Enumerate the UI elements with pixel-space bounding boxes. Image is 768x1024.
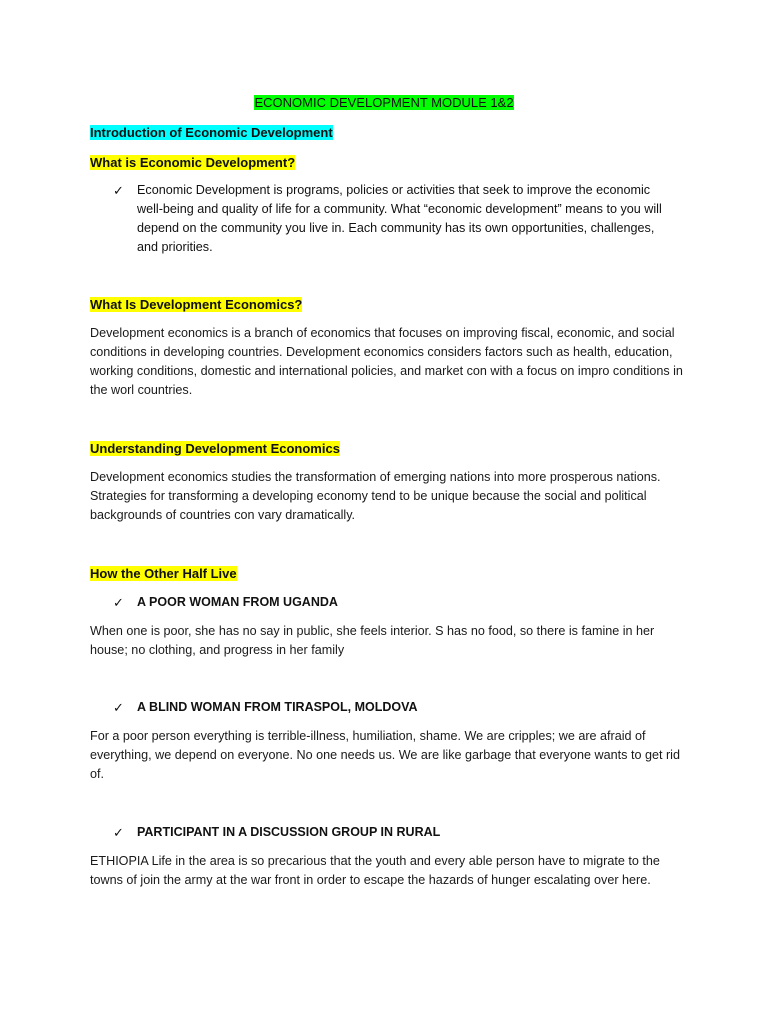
economic-development-heading bbox=[90, 154, 690, 171]
checkmark-icon: ✓ bbox=[113, 825, 124, 840]
economic-development-bullet-text: Economic Development is programs, policies or activities that seek to improve the economic well-being and quality of life for a community. What “economic development” means to you will depend on the community you live in. Each community has its own opportunities, challenges, and priorities. bbox=[137, 183, 662, 254]
moldova-item-label-text: A BLIND WOMAN FROM TIRASPOL, MOLDOVA bbox=[137, 700, 418, 714]
uganda-item-text: When one is poor, she has no say in public, she feels interior. S has no food, so there is famine in her house; no clothing, and progress in her family bbox=[90, 624, 655, 657]
economic-development-bullet bbox=[113, 181, 677, 257]
checkmark-icon: ✓ bbox=[113, 595, 124, 610]
ethiopia-item-label bbox=[113, 823, 697, 842]
understanding-heading-text: Understanding Development Economics bbox=[90, 441, 340, 456]
moldova-item-label bbox=[113, 698, 697, 717]
intro-heading-text: Introduction of Economic Development bbox=[90, 125, 333, 140]
economic-development-heading-text: What is Economic Development? bbox=[90, 155, 296, 170]
uganda-item-label bbox=[113, 593, 697, 612]
moldova-item-text: For a poor person everything is terrible-illness, humiliation, shame. We are cripples; we are afraid of everything, we depend on everyone. No one needs us. We are like garbage that everyone wants to get rid of. bbox=[90, 729, 680, 781]
understanding-heading bbox=[90, 440, 690, 457]
development-economics-paragraph: Development economics is a branch of economics that focuses on improving fiscal, economic, and social conditions in developing countries. Development economics considers factors such as health, education, working conditions, domestic and international policies, and market con with a focus on impro conditions in the worl countries. bbox=[90, 326, 683, 397]
checkmark-icon: ✓ bbox=[113, 700, 124, 715]
other-half-heading-text: How the Other Half Live bbox=[90, 566, 237, 581]
understanding-paragraph: Development economics studies the transformation of emerging nations into more prosperous nations. Strategies for transforming a developing economy tend to be unique because the social and political backgrounds of countries con vary dramatically. bbox=[90, 470, 661, 522]
document-title-text: ECONOMIC DEVELOPMENT MODULE 1&2 bbox=[254, 95, 514, 110]
other-half-heading bbox=[90, 565, 690, 582]
ethiopia-item-label-text: PARTICIPANT IN A DISCUSSION GROUP IN RURAL bbox=[137, 825, 441, 839]
uganda-item-label-text: A POOR WOMAN FROM UGANDA bbox=[137, 595, 338, 609]
development-economics-heading-text: What Is Development Economics? bbox=[90, 297, 303, 312]
development-economics-heading bbox=[90, 296, 690, 313]
checkmark-icon: ✓ bbox=[113, 183, 124, 198]
document-title bbox=[0, 94, 768, 111]
intro-heading bbox=[90, 124, 690, 141]
ethiopia-item-text: ETHIOPIA Life in the area is so precarious that the youth and every able person have to migrate to the towns of join the army at the war front in order to escape the hazards of hunger escalating over here. bbox=[90, 854, 660, 887]
